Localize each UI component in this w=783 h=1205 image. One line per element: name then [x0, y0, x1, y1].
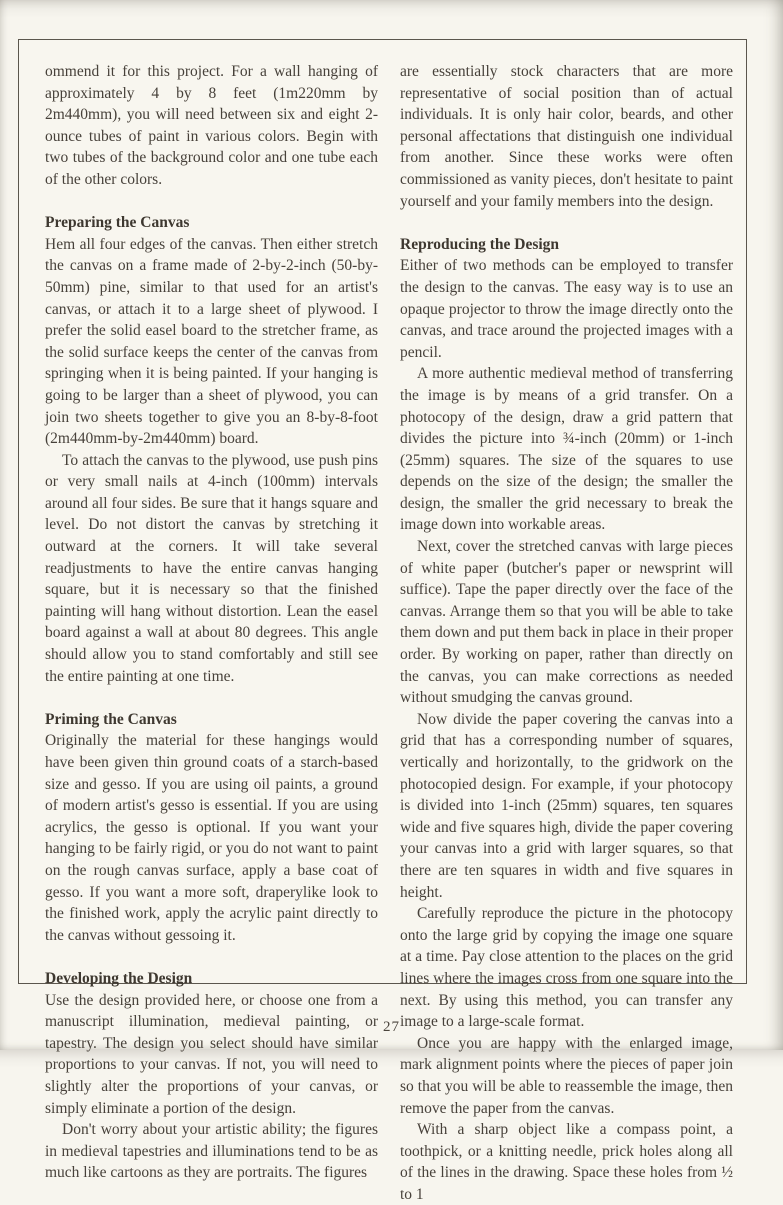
paragraph: Once you are happy with the enlarged image, mark alignment points where the pieces of paper join so that you will be able to reassemble the image, then remove the paper from the canvas. [400, 1034, 733, 1117]
paragraph: With a sharp object like a compass point, a toothpick, or a knitting needle, prick holes along all of the lines in the drawing. Space these holes from ½ to 1 [400, 1121, 733, 1203]
paragraph: Now divide the paper covering the canvas into a grid that has a corresponding number of squares, vertically and horizontally, to the gridwork on the photocopied design. For example, if your photocopy is divided into 1-inch (25mm) squares, ten squares wide and five squares high, divide the paper covering your canvas into a grid with larger squares, so that there are ten squares in width and five squares in height. [400, 710, 733, 901]
paragraph: Originally the material for these hangings would have been given thin ground coats of a starch-based size and gesso. If you are using oil paints, a ground of modern artist's gesso is essential. If you are using acrylics, the gesso is optional. If you want your hanging to be fairly rigid, or you do not want to paint on the rough canvas surface, apply a base coat of gesso. If you want a more soft, draperylike look to the finished work, apply the acrylic paint directly to the canvas without gessoing it. [45, 732, 378, 944]
paragraph: Either of two methods can be employed to transfer the design to the canvas. The easy way is to use an opaque projector to throw the image directly onto the canvas, and trace around the projected images with a pencil. [400, 257, 733, 361]
paragraph: Use the design provided here, or choose one from a manuscript illumination, medieval painting, or tapestry. The design you select should have similar proportions to your canvas. If not, you will need to slightly alter the proportions of your canvas, or simply eliminate a portion of the design. [45, 991, 378, 1117]
section-heading-developing-the-design: Developing the Design [45, 969, 193, 987]
section-heading-preparing-the-canvas: Preparing the Canvas [45, 214, 190, 232]
page-number: 27 [383, 1019, 400, 1035]
paragraph-continuation: ommend it for this project. For a wall hanging of approximately 4 by 8 feet (1m220mm by 2m440mm), you will need between six and eight 2-ounce tubes of paint in various colors. Begin with two tubes of the background color and one tube each of the other colors. [45, 63, 378, 188]
paragraph: A more authentic medieval method of transferring the image is by means of a grid transfer. On a photocopy of the design, draw a grid pattern that divides the picture into ¾-inch (20mm) or 1-inch (25mm) squares. The size of the squares to use depends on the size of the design; the smaller the design, the smaller the grid necessary to break the image down into workable areas. [400, 365, 733, 534]
section-heading-reproducing-the-design: Reproducing the Design [400, 235, 560, 253]
paragraph: Next, cover the stretched canvas with large pieces of white paper (butcher's paper or newsprint will suffice). Tape the paper directly over the face of the canvas. Arrange them so that you will be able to take them down and put them back in place in their proper order. By working on paper, rather than directly on the canvas, you can make corrections as needed without smudging the canvas ground. [400, 538, 733, 707]
paragraph: To attach the canvas to the plywood, use push pins or very small nails at 4-inch (100mm) intervals around all four sides. Be sure that it hangs square and level. Do not distort the canvas by stretching it outward at the corners. It will take several readjustments to have the entire canvas hanging square, but it is necessary so that the finished painting will hang without distortion. Lean the easel board against a wall at about 80 degrees. This angle should allow you to stand comfortably and still see the entire painting at one time. [45, 451, 378, 685]
paragraph: Don't worry about your artistic ability; the figures in medieval tapestries and illuminations tend to be as much like cartoons as they are portraits. The figures [45, 1121, 378, 1182]
section-heading-priming-the-canvas: Priming the Canvas [45, 710, 177, 728]
paragraph: Hem all four edges of the canvas. Then either stretch the canvas on a frame made of 2-by-2-inch (50-by-50mm) pine, similar to that used for an artist's canvas, or attach it to a large sheet of plywood. I prefer the solid easel board to the stretcher frame, as the solid surface keeps the center of the canvas from springing when it is being painted. If your hanging is going to be larger than a sheet of plywood, you can join two sheets together to give you an 8-by-8-foot (2m440mm-by-2m440mm) board. [45, 235, 378, 448]
paragraph: Carefully reproduce the picture in the photocopy onto the large grid by copying the image one square at a time. Pay close attention to the places on the grid lines where the images cross from one square into the next. By using this method, you can transfer any image to a large-scale format. [400, 905, 733, 1031]
paragraph-continuation: are essentially stock characters that are more representative of social position than of actual individuals. It is only hair color, beards, and other personal affectations that distinguish one individual from another. Since these works were often commissioned as vanity pieces, don't hesitate to paint yourself and your family members into the design. [400, 63, 733, 210]
